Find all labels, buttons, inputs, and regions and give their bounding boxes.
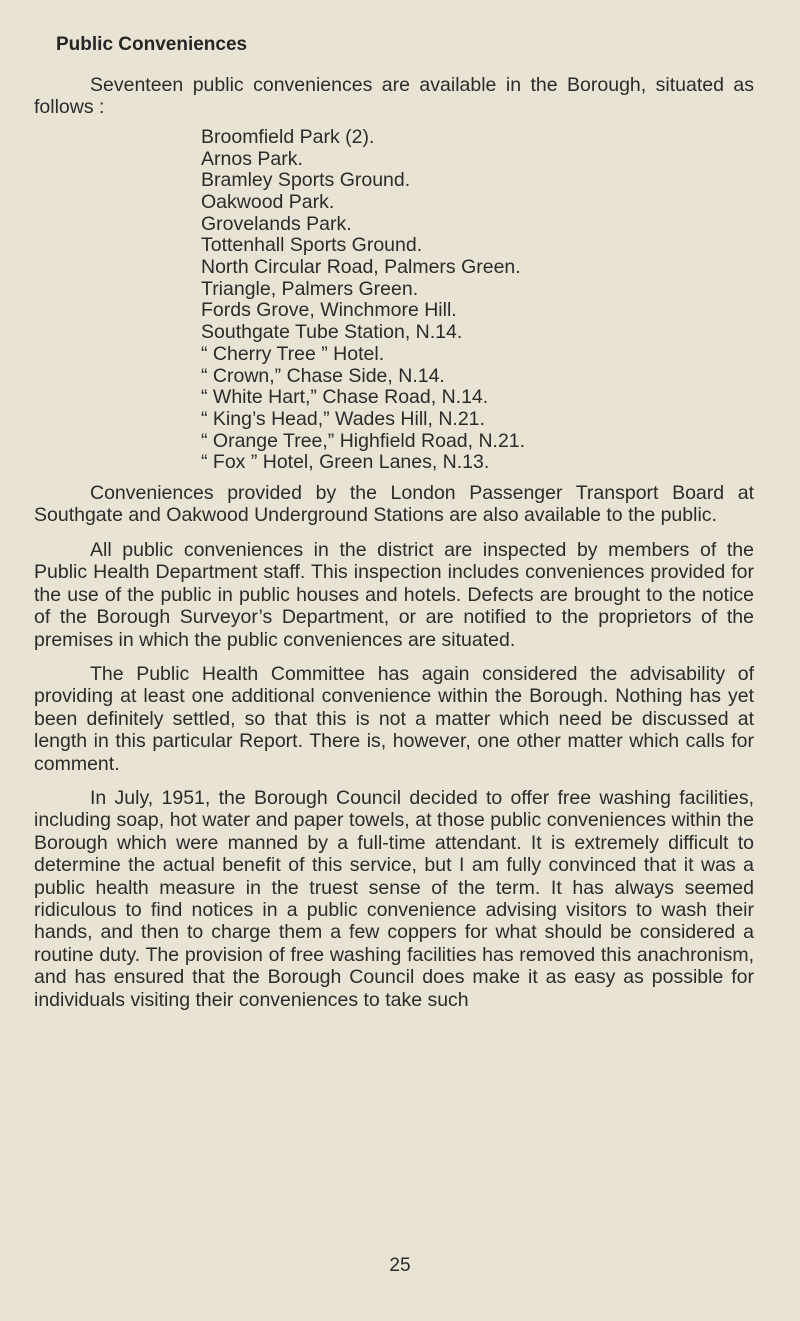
location-item: Arnos Park. — [201, 147, 303, 170]
locations-list — [201, 127, 754, 474]
location-item: “ Crown,” Chase Side, N.14. — [201, 364, 445, 387]
section-heading: Public Conveniences — [56, 34, 248, 55]
location-item: Triangle, Palmers Green. — [201, 277, 419, 300]
location-item: “ Cherry Tree ” Hotel. — [201, 342, 385, 365]
location-item: “ Orange Tree,” Highfield Road, N.21. — [201, 429, 526, 452]
location-item: “ Fox ” Hotel, Green Lanes, N.13. — [201, 451, 490, 474]
location-item: “ King’s Head,” Wades Hill, N.21. — [201, 407, 485, 430]
location-item: Fords Grove, Winchmore Hill. — [201, 299, 457, 322]
intro-paragraph: Seventeen public conveniences are available in the Borough, situated as follows : — [34, 74, 754, 119]
location-item: Southgate Tube Station, N.14. — [201, 321, 463, 344]
body-paragraph: All public conveniences in the district are inspected by members of the Public Health Department staff. This inspection includes conveniences provided for the use of the public in public houses and hotels. Defects are brought to the notice of the Borough Surveyor’s Department, or are notified to the proprietors of the premises in which the public conveniences are situated. — [34, 538, 754, 651]
location-item: North Circular Road, Palmers Green. — [201, 256, 521, 279]
location-item: Broomfield Park (2). — [201, 125, 375, 148]
body-paragraph: In July, 1951, the Borough Council decided to offer free washing facilities, including soap, hot water and paper towels, at those public conveniences within the Borough which were manned by a full-time attendant. It is extremely difficult to determine the actual benefit of this service, but I am fully convinced that it was a public health measure in the truest sense of the term. It has always seemed ridiculous to find notices in a public convenience advising visitors to wash their hands, and then to charge them a few coppers for what should be considered a routine duty. The provision of free washing facilities has removed this anachronism, and has ensured that the Borough Council does make it as easy as possible for individuals visiting their conveniences to take such — [34, 786, 754, 1011]
page-number: 25 — [389, 1255, 411, 1276]
location-item: Bramley Sports Ground. — [201, 169, 411, 192]
location-item: Oakwood Park. — [201, 190, 335, 213]
body-paragraph: Conveniences provided by the London Passenger Transport Board at Southgate and Oakwood Underground Stations are also available to the public. — [34, 482, 754, 527]
location-item: Grovelands Park. — [201, 212, 352, 235]
location-item: “ White Hart,” Chase Road, N.14. — [201, 386, 489, 409]
location-item: Tottenhall Sports Ground. — [201, 234, 423, 257]
body-paragraph: The Public Health Committee has again considered the advisability of providing at least one additional convenience within the Borough. Nothing has yet been definitely settled, so that this is not a matter which need be discussed at length in this particular Report. There is, however, one other matter which calls for comment. — [34, 662, 754, 775]
